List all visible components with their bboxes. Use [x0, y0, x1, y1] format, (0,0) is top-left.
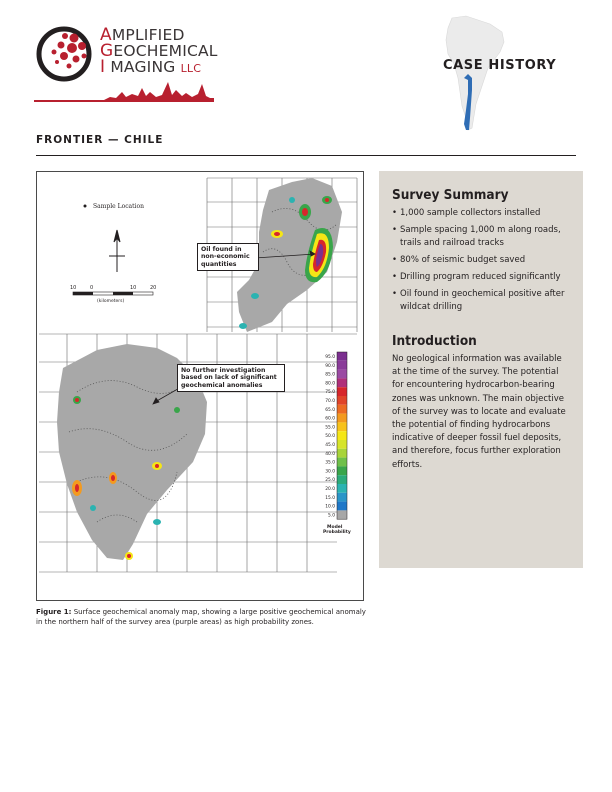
section-label: CASE HISTORY — [443, 58, 557, 73]
scale-bar — [70, 285, 156, 304]
prob-label: 10.0 — [325, 504, 335, 510]
list-item: • Oil found in geochemical positive after wildcat drilling — [392, 288, 577, 314]
list-item: • Sample spacing 1,000 m along roads, trails and railroad tracks — [392, 224, 577, 250]
prob-swatch — [337, 414, 347, 423]
prob-label: 65.0 — [325, 407, 335, 413]
prob-swatch — [337, 396, 347, 405]
prob-swatch — [337, 466, 347, 475]
sample-location-label: Sample Location — [93, 203, 144, 210]
prob-swatch — [337, 484, 347, 493]
anomaly-map-figure — [36, 171, 364, 601]
scale-unit-label: (kilometers) — [97, 299, 125, 304]
prob-swatch — [337, 510, 347, 519]
prob-swatch — [337, 352, 347, 361]
prob-label: 15.0 — [325, 495, 335, 501]
prob-swatch — [337, 431, 347, 440]
prob-title-2: Probability — [323, 530, 351, 535]
prob-label: 70.0 — [325, 399, 335, 404]
prob-label: 25.0 — [325, 478, 335, 484]
introduction-heading: Introduction — [392, 333, 477, 349]
introduction-body: No geological information was available at the time of the survey. The potential for encountering hydrocarbon-bearing zones was unknown. The main objective of the survey was to locate and evaluate the potential of finding hydrocarbons indicative of deeper fossil fuel deposits, and therefore, focus further exploration efforts. — [392, 354, 566, 470]
prob-label: 20.0 — [325, 487, 335, 492]
survey-summary-heading: Survey Summary — [392, 187, 509, 203]
prob-label: 30.0 — [325, 469, 335, 475]
prob-swatch — [337, 475, 347, 484]
prob-title-1: Model — [327, 525, 343, 530]
prob-label: 55.0 — [325, 425, 335, 431]
logo-wordmark-line1: AMPLIFIED — [100, 25, 185, 45]
prob-label: 40.0 — [325, 451, 335, 457]
figure-caption — [36, 607, 366, 627]
prob-swatch — [337, 440, 347, 449]
scale-tick-label: 20 — [150, 285, 157, 291]
probability-scale — [325, 352, 347, 519]
list-item: • 1,000 sample collectors installed — [392, 207, 577, 220]
oil-found-callout: Oil found in non-economic quantities — [197, 243, 259, 271]
prob-label: 95.0 — [325, 355, 335, 360]
prob-swatch — [337, 405, 347, 414]
prob-label: 5.0 — [328, 513, 335, 519]
scale-tick-label: 10 — [130, 285, 137, 291]
summary-bullet-list — [392, 207, 577, 318]
header-divider — [36, 155, 576, 156]
prob-label: 80.0 — [325, 381, 335, 387]
list-item: • 80% of seismic budget saved — [392, 254, 577, 267]
prob-label: 45.0 — [325, 443, 335, 448]
prob-label: 50.0 — [325, 434, 335, 440]
prob-label: 85.0 — [325, 372, 335, 378]
prob-label: 90.0 — [325, 363, 335, 369]
scale-tick-label: 10 — [70, 285, 77, 291]
prob-label: 60.0 — [325, 416, 335, 422]
prob-swatch — [337, 370, 347, 379]
prob-swatch — [337, 502, 347, 511]
prob-swatch — [337, 361, 347, 370]
logo-wordmark-line2: GEOCHEMICAL — [100, 41, 218, 61]
sample-location-dot — [84, 205, 87, 208]
prob-swatch — [337, 378, 347, 387]
scale-tick-label: 0 — [90, 285, 94, 291]
prob-swatch — [337, 449, 347, 458]
caption-label: Figure 1: — [36, 608, 72, 616]
prob-swatch — [337, 493, 347, 502]
prob-label: 35.0 — [325, 460, 335, 466]
prob-swatch — [337, 458, 347, 467]
summary-sidebar — [379, 171, 583, 568]
prob-swatch — [337, 422, 347, 431]
page-subtitle: FRONTIER — CHILE — [36, 134, 164, 146]
prob-swatch — [337, 387, 347, 396]
list-item: • Drilling program reduced significantly — [392, 271, 577, 284]
no-investigation-callout: No further investigation based on lack of significant geochemical anomalies — [177, 364, 285, 392]
logo-seismic-ridge — [34, 70, 214, 102]
logo-wordmark-line3: I MAGING LLC — [100, 57, 202, 77]
caption-text: Surface geochemical anomaly map, showing a large positive geochemical anomaly in the northern half of the survey area (purple areas) as high probability zones. — [36, 608, 366, 626]
north-arrow-icon — [109, 230, 125, 272]
prob-label: 75.0 — [325, 390, 335, 396]
south-america-locator-map — [444, 14, 506, 132]
